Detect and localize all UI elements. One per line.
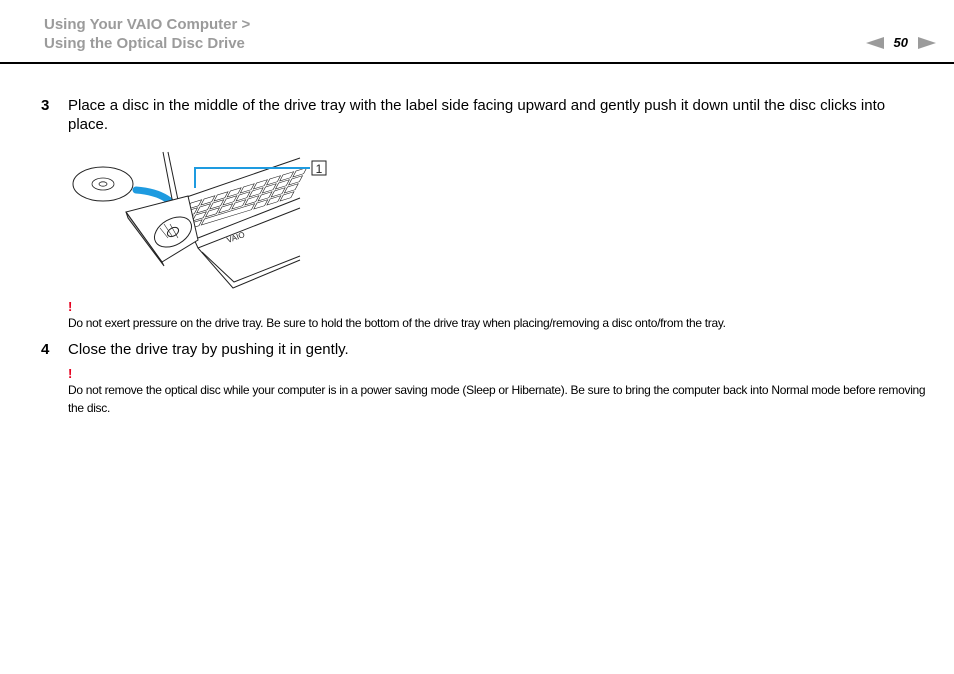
callout-label: 1 bbox=[315, 162, 323, 176]
step-number: 3 bbox=[41, 97, 50, 114]
caution-note-1 bbox=[68, 300, 928, 332]
caution-text: Do not remove the optical disc while your computer is in a power saving mode (Sleep or Hibernate). Be sure to bring the computer back into Normal mode before removing the disc. bbox=[68, 383, 926, 415]
vaio-logo: VAIO bbox=[225, 230, 247, 245]
page-number: 50 bbox=[893, 35, 908, 50]
disc-insertion-illustration bbox=[68, 148, 338, 290]
header-divider bbox=[0, 62, 954, 64]
step-text: Close the drive tray by pushing it in gently. bbox=[68, 341, 349, 358]
step-text: Place a disc in the middle of the drive tray with the label side facing upward and gently push it down until the disc clicks into place. bbox=[68, 97, 886, 133]
breadcrumb-line-2[interactable]: Using the Optical Disc Drive bbox=[44, 35, 245, 52]
caution-icon: ! bbox=[68, 366, 73, 381]
breadcrumb-line-1[interactable]: Using Your VAIO Computer > bbox=[44, 16, 251, 33]
next-page-icon[interactable] bbox=[918, 37, 936, 49]
drive-tray bbox=[126, 196, 198, 266]
page-navigation bbox=[866, 36, 936, 50]
step-number: 4 bbox=[41, 341, 50, 358]
breadcrumb bbox=[44, 15, 250, 53]
caution-note-2 bbox=[68, 367, 928, 417]
caution-text: Do not exert pressure on the drive tray. Be sure to hold the bottom of the drive tray when placing/removing a disc onto/from the tray. bbox=[68, 316, 726, 330]
previous-page-icon[interactable] bbox=[866, 37, 884, 49]
caution-icon: ! bbox=[68, 299, 73, 314]
optical-disc-icon bbox=[73, 167, 133, 201]
